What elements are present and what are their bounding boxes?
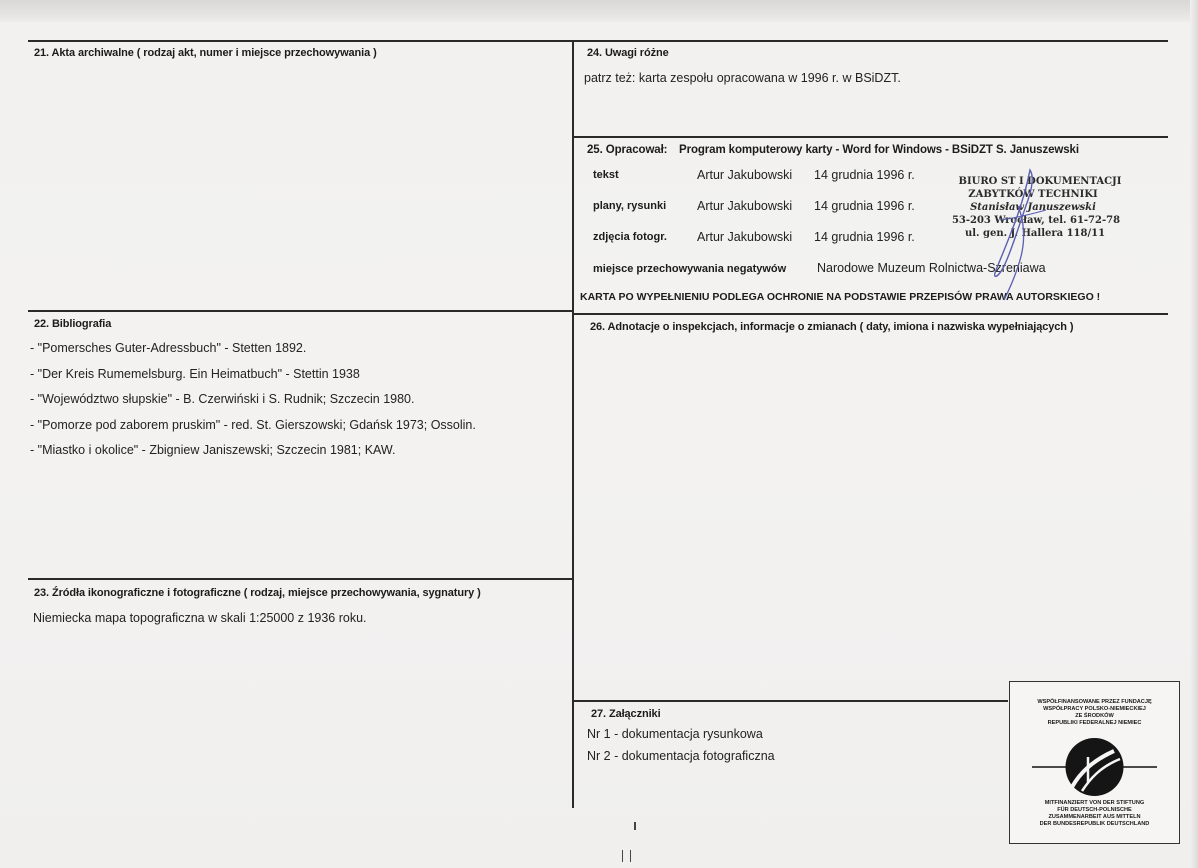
bibliography-item: - "Der Kreis Rumemelsburg. Ein Heimatbuch" - Stettin 1938: [30, 366, 360, 381]
program-info: Program komputerowy karty - Word for Windows - BSiDZT S. Januszewski: [679, 144, 1079, 156]
logo-text-line: DER BUNDESREPUBLIK DEUTSCHLAND: [1039, 821, 1150, 827]
bibliography-item: - "Województwo słupskie" - B. Czerwiński i S. Rudnik; Szczecin 1980.: [30, 392, 415, 406]
attachments-title: 27. Załączniki: [591, 708, 661, 720]
bibliography-list: [30, 340, 476, 468]
bibliography-item: - "Pomersches Guter-Adressbuch" - Stetten 1892.: [30, 341, 307, 355]
stamp-line-1: BIURO ST I DOKUMENTACJI: [958, 176, 1122, 187]
negatives-value: Narodowe Muzeum Rolnictwa-Szreniawa: [817, 261, 1046, 275]
archival-records-title: 21. Akta archiwalne ( rodzaj akt, numer i miejsce przechowywania ): [34, 47, 377, 59]
row-text-date: 14 grudnia 1996 r.: [814, 168, 915, 182]
stamp-line-3: Stanisław Januszewski: [970, 202, 1096, 213]
logo-text-line: WSPÓŁFINANSOWANE PRZEZ FUNDACJĘ: [1037, 699, 1152, 705]
fold-mark: [622, 850, 623, 862]
iconographic-sources-title: 23. Źródła ikonograficzne i fotograficzne ( rodzaj, miejsce przechowywania, sygnatury ): [34, 587, 481, 599]
foundation-emblem-icon: [1032, 737, 1157, 797]
row-photos-label: zdjęcia fotogr.: [593, 231, 667, 243]
remarks-text: patrz też: karta zespołu opracowana w 1996 r. w BSiDZT.: [584, 71, 901, 85]
stamp-line-5: ul. gen. J. Hallera 118/11: [964, 228, 1106, 239]
stamp-line-4: 53-203 Wrocław, tel. 61-72-78: [951, 215, 1121, 226]
logo-text-line: REPUBLIKI FEDERALNEJ NIEMIEC: [1047, 720, 1142, 726]
negatives-label: miejsce przechowywania negatywów: [593, 263, 787, 275]
logo-polish-text: [1014, 699, 1175, 727]
top-border-line: [28, 40, 1168, 42]
logo-text-line: FÜR DEUTSCH-POLNISCHE: [1057, 807, 1132, 813]
center-divider: [572, 40, 574, 808]
stamp-line-2: ZABYTKÓW TECHNIKI: [968, 189, 1098, 200]
row-text-label: tekst: [593, 169, 619, 181]
row-text-author: Artur Jakubowski: [697, 168, 793, 182]
divider-22-23: [28, 578, 573, 580]
logo-text-line: ZE ŚRODKÓW: [1075, 713, 1114, 719]
bibliography-title: 22. Bibliografia: [34, 318, 112, 330]
logo-german-text: [1014, 800, 1175, 828]
divider-26-27: [572, 700, 1008, 702]
scan-top-edge: [0, 0, 1198, 22]
remarks-title: 24. Uwagi różne: [587, 47, 669, 59]
logo-text-line: ZUSAMMENARBEIT AUS MITTELN: [1048, 814, 1141, 820]
inspections-title: 26. Adnotacje o inspekcjach, informacje o zmianach ( daty, imiona i nazwiska wypełniających ): [590, 321, 1074, 333]
row-drawings-label: plany, rysunki: [593, 200, 667, 212]
row-drawings-author: Artur Jakubowski: [697, 199, 793, 213]
bibliography-item: - "Pomorze pod zaborem pruskim" - red. St. Gierszowski; Gdańsk 1973; Ossolin.: [30, 417, 476, 432]
bibliography-item: - "Miastko i okolice" - Zbigniew Janiszewski; Szczecin 1981; KAW.: [30, 443, 396, 457]
foundation-logo-box: [1009, 681, 1180, 844]
logo-text-line: MITFINANZIERT VON DER STIFTUNG: [1044, 800, 1145, 806]
fold-mark: [630, 850, 631, 862]
attachment-item: Nr 1 - dokumentacja rysunkowa: [587, 727, 763, 741]
divider-25-26: [572, 313, 1168, 315]
prepared-by-title: 25. Opracował:: [587, 144, 668, 156]
row-photos-author: Artur Jakubowski: [697, 230, 793, 244]
logo-text-line: WSPÓŁPRACY POLSKO-NIEMIECKIEJ: [1043, 706, 1146, 712]
row-photos-date: 14 grudnia 1996 r.: [814, 230, 915, 244]
institution-stamp: [940, 175, 1140, 240]
row-drawings-date: 14 grudnia 1996 r.: [814, 199, 915, 213]
scan-right-edge: [1190, 0, 1198, 868]
divider-24-25: [572, 136, 1168, 138]
attachment-item: Nr 2 - dokumentacja fotograficzna: [587, 749, 775, 763]
divider-21-22: [28, 310, 573, 312]
copyright-notice: KARTA PO WYPEŁNIENIU PODLEGA OCHRONIE NA PODSTAWIE PRZEPISÓW PRAWA AUTORSKIEGO !: [580, 291, 1101, 303]
fold-mark: [634, 822, 636, 830]
iconographic-sources-text: Niemiecka mapa topograficzna w skali 1:25000 z 1936 roku.: [33, 611, 367, 625]
